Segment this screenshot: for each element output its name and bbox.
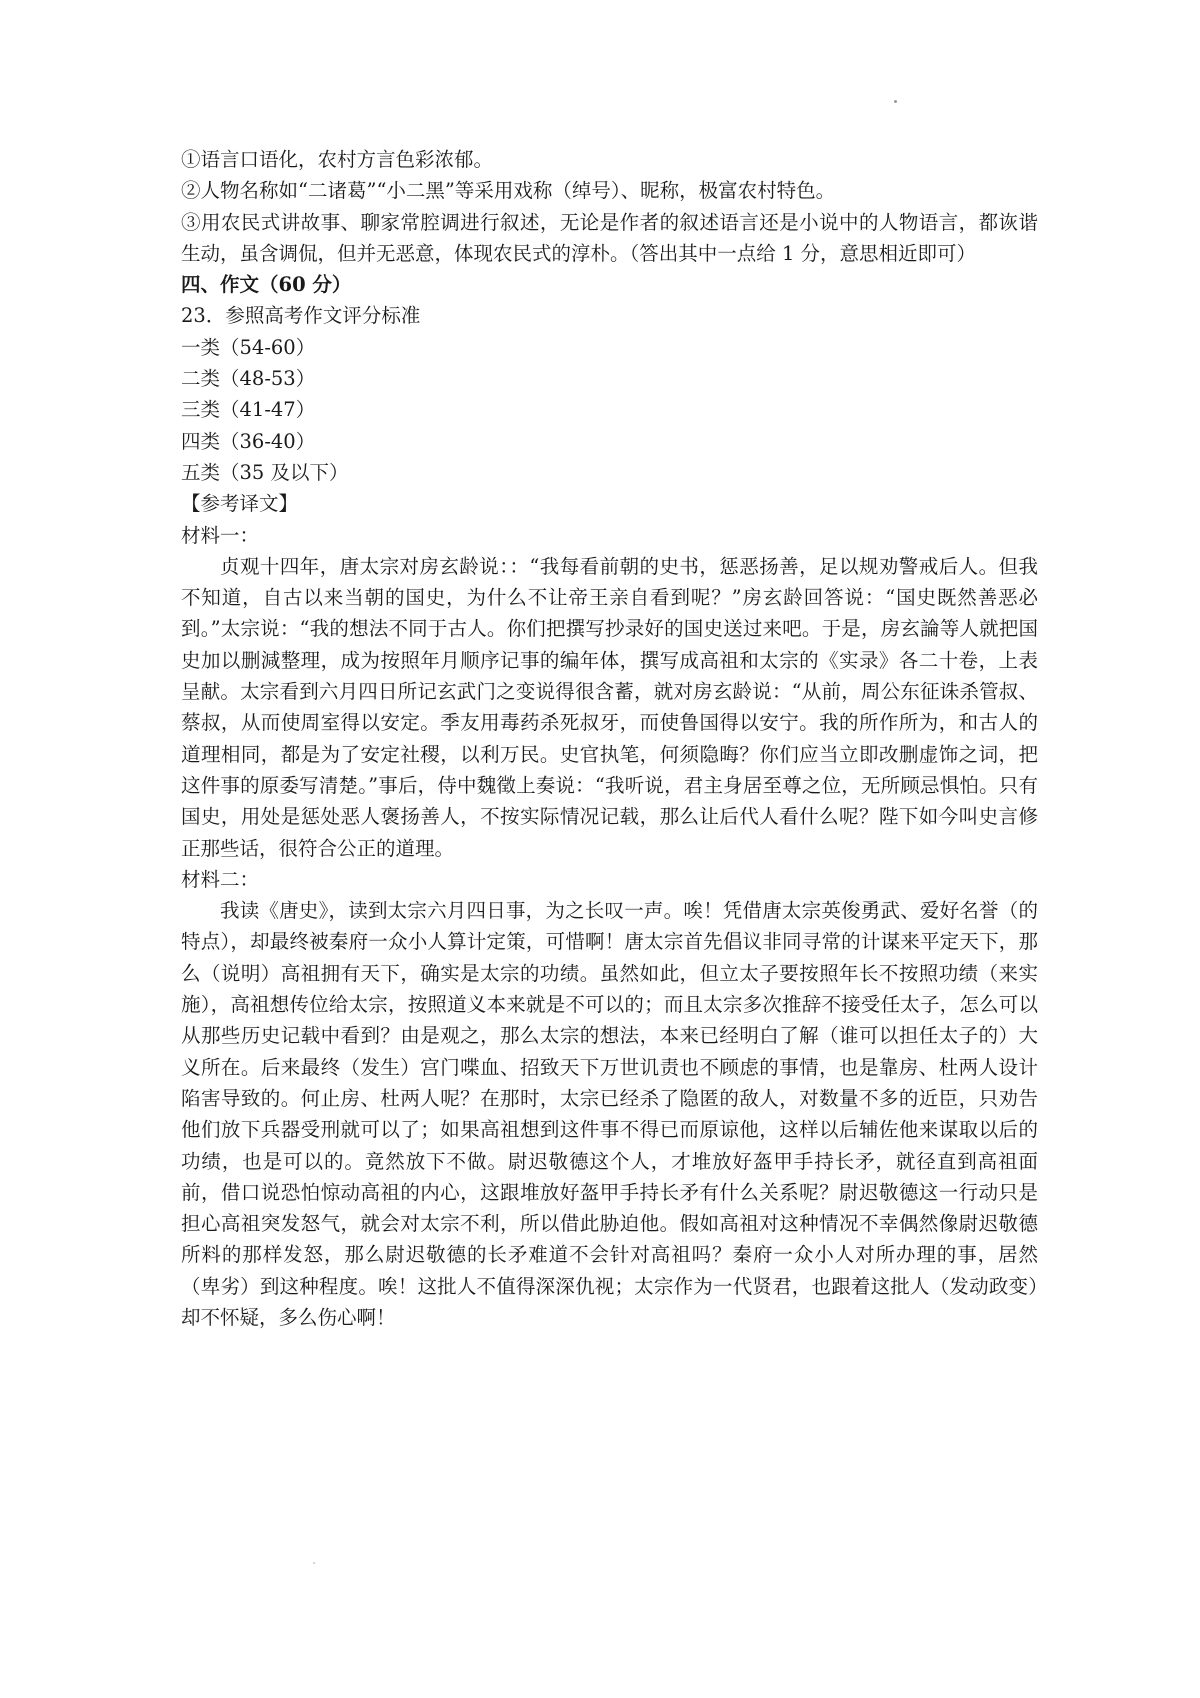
answer-item-2: ②人物名称如“二诸葛”“小二黑”等采用戏称（绰号）、昵称，极富农村特色。 [181, 179, 836, 203]
material-1-label: 材料一： [181, 523, 260, 547]
material-2-label: 材料二： [181, 867, 260, 891]
grade-item: 二类（48-53） [181, 367, 316, 391]
page-mark-dot [894, 100, 897, 103]
grade-item: 五类（35 及以下） [181, 460, 349, 484]
grade-item: 一类（54-60） [181, 335, 316, 359]
answer-item-1: ①语言口语化，农村方言色彩浓郁。 [181, 148, 494, 171]
page-content [181, 144, 1038, 1333]
question-23: 23．参照高考作文评分标准 [181, 304, 421, 328]
answer-item-3: ③用农民式讲故事、聊家常腔调进行叙述，无论是作者的叙述语言还是小说中的人物语言，都诙谐生动，虽含调侃，但并无恶意，体现农民式的淳朴。（答出其中一点给 1 分，意思相近即可） [181, 210, 1038, 265]
section-heading-composition: 四、作文（60 分） [181, 273, 352, 297]
material-2-text: 我读《唐史》，读到太宗六月四日事，为之长叹一声。唉！凭借唐太宗英俊勇武、爱好名誉（的特点），却最终被秦府一众小人算计定策，可惜啊！唐太宗首先倡议非同寻常的计谋来平定天下，那么（说明）高祖拥有天下，确实是太宗的功绩。虽然如此，但立太子要按照年长不按照功绩（来实施），高祖想传位给太宗，按照道义本来就是不可以的；而且太宗多次推辞不接受任太子，怎么可以从那些历史记载中看到？由是观之，那么太宗的想法，本来已经明白了解（谁可以担任太子的）大义所在。后来最终（发生）宫门喋血、招致天下万世讥责也不顾虑的事情，也是靠房、杜两人设计陷害导致的。何止房、杜两人呢？在那时，太宗已经杀了隐匿的敌人，对数量不多的近臣，只劝告他们放下兵器受刑就可以了；如果高祖想到这件事不得已而原谅他，这样以后辅佐他来谋取以后的功绩，也是可以的。竟然放下不做。尉迟敬德这个人，才堆放好盔甲手持长矛，就径直到高祖面前，借口说恐怕惊动高祖的内心，这跟堆放好盔甲手持长矛有什么关系呢？尉迟敬德这一行动只是担心高祖突发怒气，就会对太宗不利，所以借此胁迫他。假如高祖对这种情况不幸偶然像尉迟敬德所料的那样发怒，那么尉迟敬德的长矛难道不会针对高祖吗？秦府一众小人对所办理的事，居然（卑劣）到这种程度。唉！这批人不值得深深仇视；太宗作为一代贤君，也跟着这批人（发动政变）却不怀疑，多么伤心啊！ [181, 899, 1038, 1329]
material-1-text: 贞观十四年，唐太宗对房玄龄说：：“我每看前朝的史书，惩恶扬善，足以规劝警戒后人。但我不知道，自古以来当朝的国史，为什么不让帝王亲自看到呢？”房玄龄回答说：“国史既然善恶必到。”太宗说：“我的想法不同于古人。你们把撰写抄录好的国史送过来吧。于是，房玄論等人就把国史加以删減整理，成为按照年月顺序记事的编年体，撰写成高祖和太宗的《实录》各二十卷，上表呈献。太宗看到六月四日所记玄武门之变说得很含蓄，就对房玄龄说：“从前，周公东征诛杀管叔、蔡叔，从而使周室得以安定。季友用毒药杀死叔牙，而使鲁国得以安宁。我的所作所为，和古人的道理相同，都是为了安定社稷，以利万民。史官执笔，何须隐晦？你们应当立即改删虚饰之词，把这件事的原委写清楚。”事后，侍中魏徵上奏说：“我听说，君主身居至尊之位，无所顾忌惧怕。只有国史，用处是惩处恶人褒扬善人，不按实际情况记载，那么让后代人看什么呢？陛下如今叫史言修正那些话，很符合公正的道理。 [181, 554, 1038, 860]
page-mark-dot-bottom [313, 1562, 315, 1564]
grade-item: 三类（41-47） [181, 398, 316, 422]
translation-heading: 【参考译文】 [181, 492, 299, 516]
grade-item: 四类（36-40） [181, 429, 316, 453]
